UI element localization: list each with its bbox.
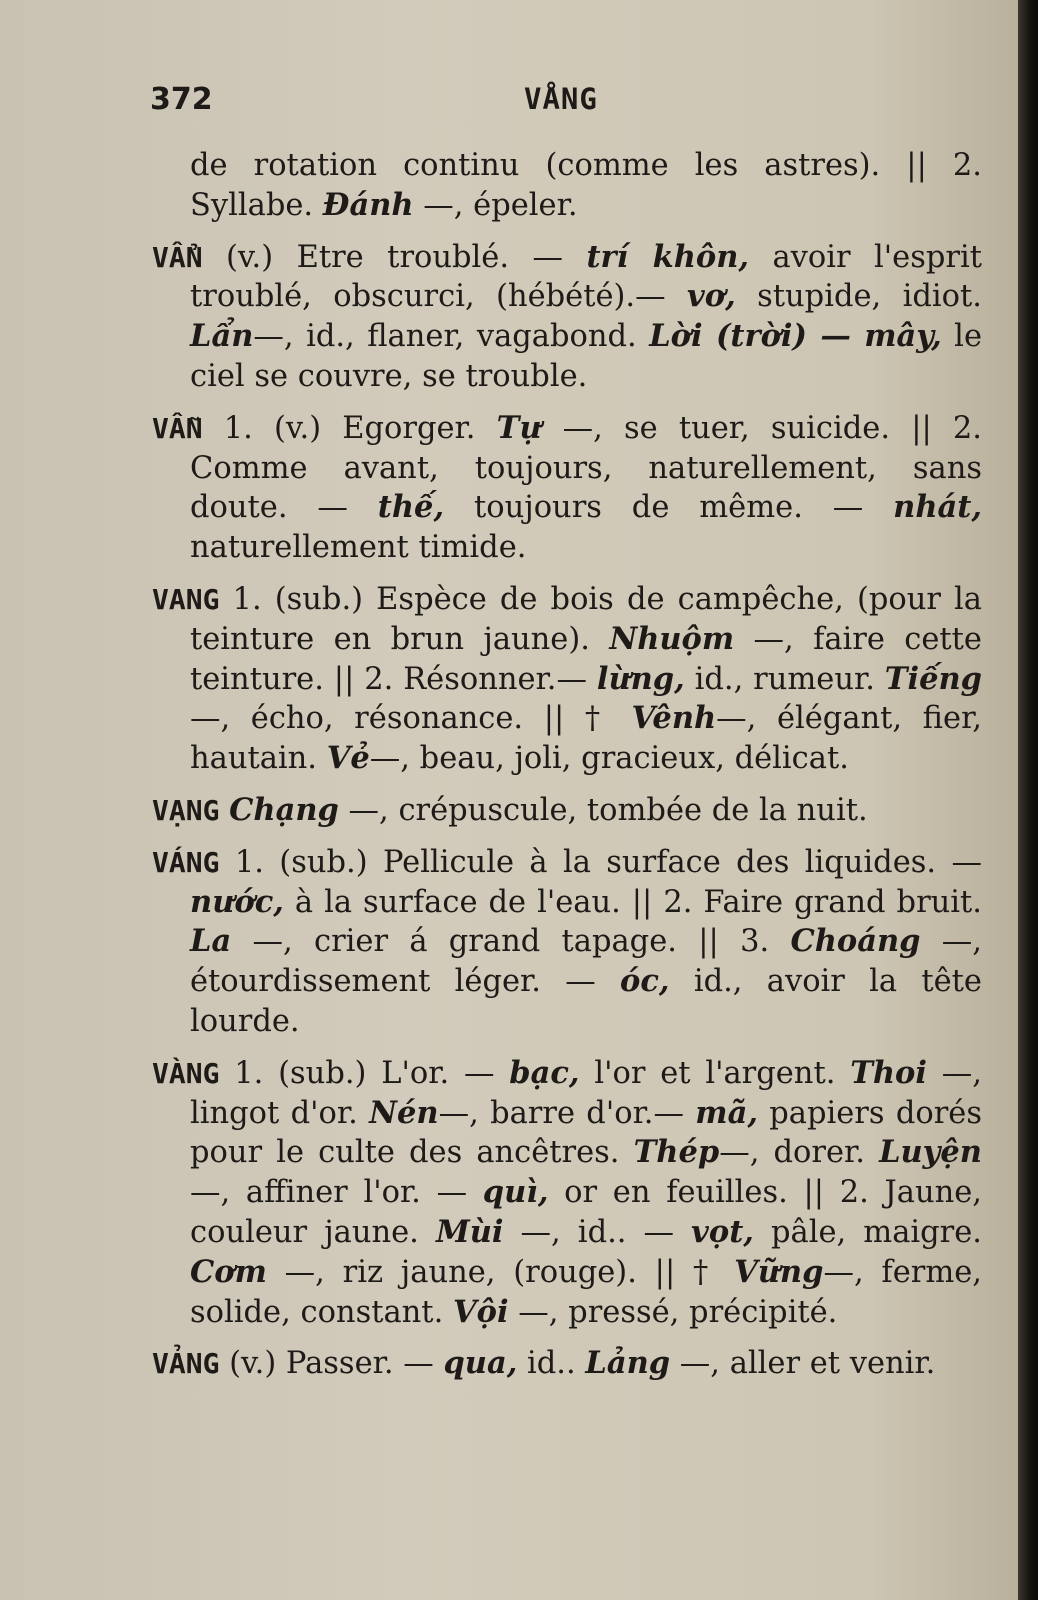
entry-headword: VÁNG	[152, 845, 220, 879]
vietnamese-term: Tiếng	[884, 660, 982, 697]
definition-text: pâle, maigre.	[753, 1214, 982, 1250]
definition-text: —, affiner l'or. —	[190, 1175, 483, 1211]
dictionary-entry	[152, 580, 982, 779]
dictionary-entries	[152, 146, 982, 1396]
definition-text: —, écho, résonance. || †	[190, 701, 632, 737]
vietnamese-term: Choáng	[790, 923, 921, 960]
vietnamese-term: óc,	[620, 963, 670, 1000]
vietnamese-term: Thoi	[850, 1054, 927, 1091]
vietnamese-term: Đánh	[322, 186, 414, 223]
vietnamese-term: Cơm	[190, 1253, 267, 1290]
definition-text: id., rumeur.	[684, 661, 885, 697]
vietnamese-term: Lẩn	[190, 318, 254, 355]
definition-text: —, dorer.	[719, 1135, 880, 1171]
vietnamese-term: Vẻ	[326, 740, 370, 777]
entry-headword: VẠNG	[152, 793, 220, 827]
vietnamese-term: Luyện	[879, 1134, 982, 1171]
definition-text: —, aller et venir.	[670, 1346, 936, 1382]
entry-headword: VẪN	[152, 411, 203, 445]
entry-headword: VÀNG	[152, 1056, 220, 1090]
vietnamese-term: Vội	[452, 1293, 509, 1330]
definition-text: —, se tuer, suicide. || 2. Comme avant, toujours, naturellement, sans doute. —	[190, 410, 982, 526]
vietnamese-term: Vênh	[631, 700, 717, 737]
definition-text: —, id., flaner, vagabond.	[253, 319, 650, 355]
vietnamese-term: thế,	[377, 489, 445, 526]
vietnamese-term: Tự	[496, 409, 542, 446]
definition-text: de rotation continu (comme les astres). || 2. Syllabe.	[190, 148, 982, 223]
book-spine	[1018, 0, 1038, 1600]
vietnamese-term: Thép	[633, 1134, 720, 1171]
entry-headword: VANG	[152, 582, 220, 616]
definition-text: 1. (sub.) Espèce de bois de campêche, (pour la teinture en brun jaune).	[190, 581, 982, 657]
vietnamese-term: Lời (trời) — mây,	[649, 318, 942, 355]
vietnamese-term: Vững	[734, 1253, 824, 1290]
definition-text: —, crier á grand tapage. || 3.	[231, 924, 791, 960]
vietnamese-term: nhát,	[893, 489, 982, 526]
entry-headword: VẢNG	[152, 1347, 220, 1381]
vietnamese-term: qua,	[443, 1345, 518, 1382]
definition-text: id., avoir la tête lourde.	[190, 964, 982, 1039]
definition-text: —, riz jaune, (rouge). || †	[266, 1254, 735, 1290]
definition-text: 1. (v.) Egorger.	[202, 410, 497, 446]
vietnamese-term: Mùi	[435, 1213, 504, 1250]
page-number: 372	[150, 82, 213, 117]
dictionary-entry	[152, 791, 982, 831]
definition-text: toujours de même. —	[444, 490, 894, 526]
vietnamese-term: vọt,	[691, 1213, 754, 1250]
definition-text: id..	[517, 1346, 586, 1382]
dictionary-entry	[152, 1344, 982, 1384]
definition-text: —, élégant, fier, hautain.	[190, 701, 982, 777]
vietnamese-term: Chạng	[229, 791, 339, 828]
definition-text: —, beau, joli, gracieux, délicat.	[369, 741, 849, 777]
vietnamese-term: Nhuộm	[609, 620, 735, 657]
definition-text: naturellement timide.	[190, 530, 527, 566]
definition-text: (v.) Etre troublé. —	[202, 239, 587, 275]
definition-text: —, ferme, solide, constant.	[190, 1254, 982, 1330]
vietnamese-term: quì,	[482, 1174, 549, 1211]
definition-text: —, lingot d'or.	[190, 1055, 982, 1131]
definition-text: 1. (sub.) Pellicule à la surface des liquides. —	[219, 844, 982, 880]
entry-continuation	[152, 146, 982, 226]
dictionary-entry	[152, 843, 982, 1042]
definition-text: à la surface de l'eau. || 2. Faire grand bruit.	[283, 884, 982, 920]
vietnamese-term: lừng,	[596, 660, 685, 697]
definition-text: le ciel se couvre, se trouble.	[190, 319, 982, 394]
definition-text: —, épeler.	[413, 187, 578, 223]
vietnamese-term: mã,	[695, 1094, 758, 1131]
definition-text: —, faire cette teinture. || 2. Résonner.—	[190, 621, 982, 697]
definition-text: —, étourdissement léger. —	[190, 924, 982, 1000]
entry-headword: VẨN	[152, 240, 203, 274]
definition-text: stupide, idiot.	[735, 279, 982, 315]
definition-text: —, barre d'or.—	[438, 1095, 696, 1131]
definition-text: —, pressé, précipité.	[508, 1294, 838, 1330]
running-head: VÅNG	[524, 82, 598, 116]
vietnamese-term: trí khôn,	[586, 238, 750, 275]
definition-text	[219, 793, 229, 828]
definition-text: (v.) Passer. —	[219, 1346, 444, 1382]
dictionary-entry	[152, 238, 982, 397]
definition-text: —, crépuscule, tombée de la nuit.	[338, 792, 868, 828]
definition-text: avoir l'esprit troublé, obscurci, (hébété).—	[190, 239, 982, 315]
vietnamese-term: vơ,	[687, 278, 736, 315]
definition-text: l'or et l'argent.	[579, 1055, 851, 1091]
vietnamese-term: Nén	[369, 1094, 439, 1131]
definition-text: —, id.. —	[503, 1214, 692, 1250]
dictionary-entry	[152, 1054, 982, 1333]
definition-text: or en feuilles. || 2. Jaune, couleur jaune.	[190, 1175, 982, 1250]
vietnamese-term: bạc,	[509, 1054, 580, 1091]
dictionary-entry	[152, 409, 982, 568]
vietnamese-term: Lảng	[585, 1345, 671, 1382]
vietnamese-term: La	[190, 923, 232, 960]
definition-text: 1. (sub.) L'or. —	[219, 1055, 510, 1091]
page-header	[150, 82, 980, 122]
vietnamese-term: nước,	[190, 883, 284, 920]
definition-text: papiers dorés pour le culte des ancêtres.	[190, 1095, 982, 1171]
